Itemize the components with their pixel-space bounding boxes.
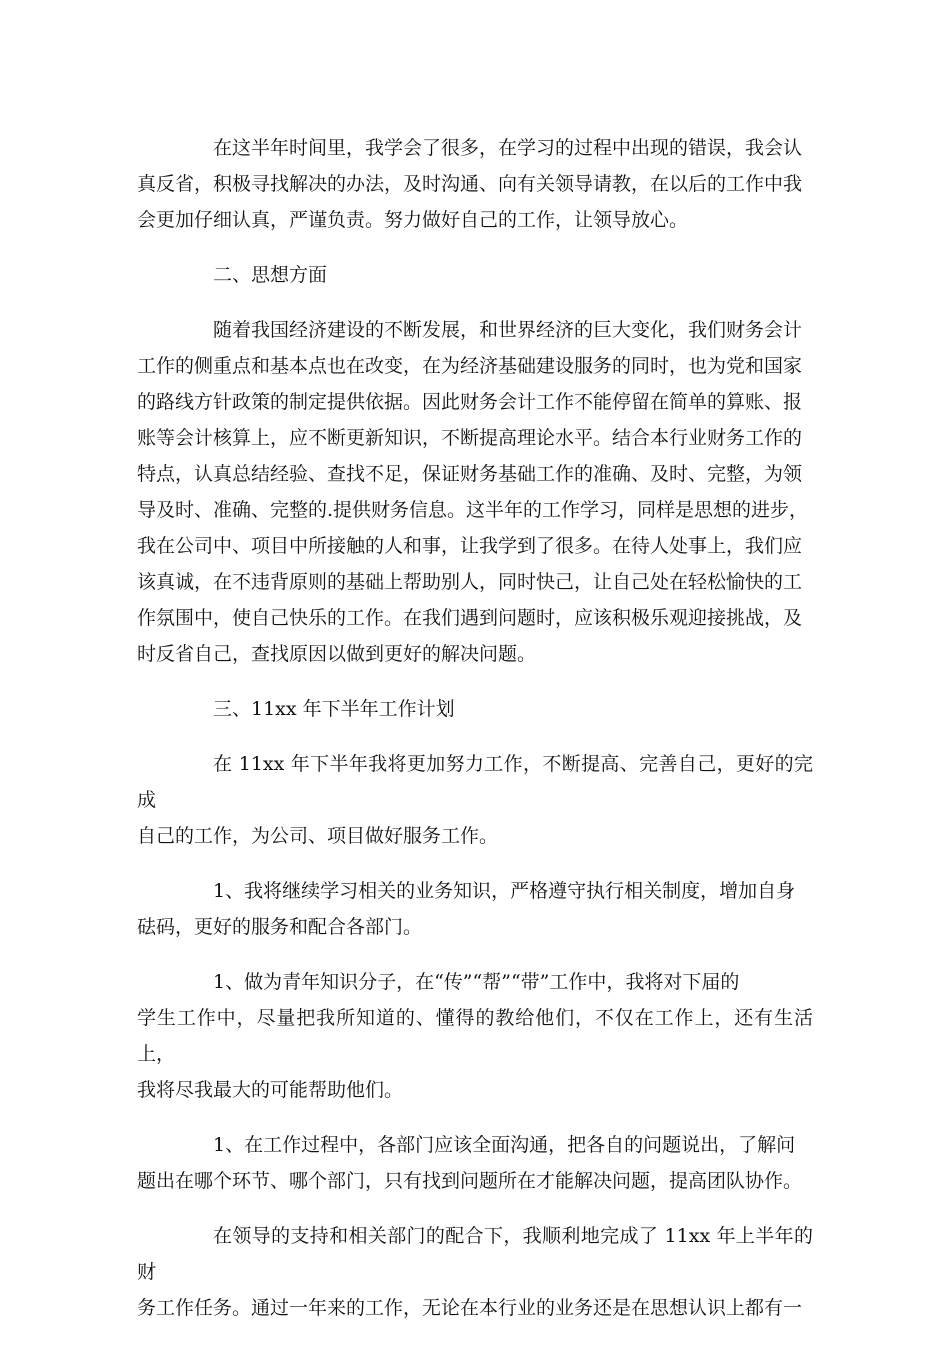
- text-line: 随着我国经济建设的不断发展，和世界经济的巨大变化，我们财务会计: [213, 319, 803, 341]
- text-line: 特点，认真总结经验、查找不足，保证财务基础工作的准确、及时、完整，为领: [137, 463, 803, 485]
- text-line: 真反省，积极寻找解决的办法，及时沟通、向有关领导请教，在以后的工作中我: [137, 173, 803, 195]
- document-body: [137, 130, 813, 1345]
- text-line: 1、我将继续学习相关的业务知识，严格遵守执行相关制度，增加自身: [213, 880, 796, 902]
- text-line: 时反省自己，查找原因以做到更好的解决问题。: [137, 643, 537, 665]
- text-line: 在这半年时间里，我学会了很多，在学习的过程中出现的错误，我会认: [213, 137, 803, 159]
- section-heading: [137, 257, 813, 293]
- text-line: 作氛围中，使自己快乐的工作。在我们遇到问题时，应该积极乐观迎接挑战，及: [137, 607, 803, 629]
- text-line: 会更加仔细认真，严谨负责。努力做好自己的工作，让领导放心。: [137, 209, 689, 231]
- paragraph: [137, 746, 813, 854]
- text-line: 自己的工作，为公司、项目做好服务工作。: [137, 825, 499, 847]
- paragraph: [137, 312, 813, 672]
- text-line: 二、思想方面: [213, 264, 328, 286]
- text-line: 在 11xx 年下半年我将更加努力工作，不断提高、完善自己，更好的完成: [137, 753, 813, 811]
- text-line: 务工作任务。通过一年来的工作，无论在本行业的业务还是在思想认识上都有一: [137, 1297, 803, 1319]
- text-line: 学生工作中，尽量把我所知道的、懂得的教给他们，不仅在工作上，还有生活上，: [137, 1007, 813, 1065]
- paragraph: [137, 130, 813, 238]
- text-line: 工作的侧重点和基本点也在改变，在为经济基础建设服务的同时，也为党和国家: [137, 355, 803, 377]
- text-line: 题出在哪个环节、哪个部门，只有找到问题所在才能解决问题，提高团队协作。: [137, 1170, 803, 1192]
- text-line: 三、11xx 年下半年工作计划: [213, 698, 455, 720]
- paragraph: [137, 1127, 813, 1199]
- text-line: 我将尽我最大的可能帮助他们。: [137, 1079, 404, 1101]
- paragraph: [137, 1218, 813, 1326]
- paragraph: [137, 873, 813, 945]
- text-line: 1、在工作过程中，各部门应该全面沟通，把各自的问题说出，了解问: [213, 1134, 796, 1156]
- text-line: 砝码，更好的服务和配合各部门。: [137, 916, 423, 938]
- text-line: 该真诚，在不违背原则的基础上帮助别人，同时快己，让自己处在轻松愉快的工: [137, 571, 803, 593]
- text-line: 我在公司中、项目中所接触的人和事，让我学到了很多。在待人处事上，我们应: [137, 535, 803, 557]
- section-heading: [137, 691, 813, 727]
- text-line: 账等会计核算上，应不断更新知识，不断提高理论水平。结合本行业财务工作的: [137, 427, 803, 449]
- text-line: 导及时、准确、完整的.提供财务信息。这半年的工作学习，同样是思想的进步，: [137, 499, 809, 521]
- text-line: 1、做为青年知识分子，在“传”“帮”“带”工作中，我将对下届的: [213, 971, 740, 993]
- paragraph: [137, 964, 813, 1108]
- text-line: 在领导的支持和相关部门的配合下，我顺利地完成了 11xx 年上半年的财: [137, 1225, 813, 1283]
- text-line: 的路线方针政策的制定提供依据。因此财务会计工作不能停留在简单的算账、报: [137, 391, 803, 413]
